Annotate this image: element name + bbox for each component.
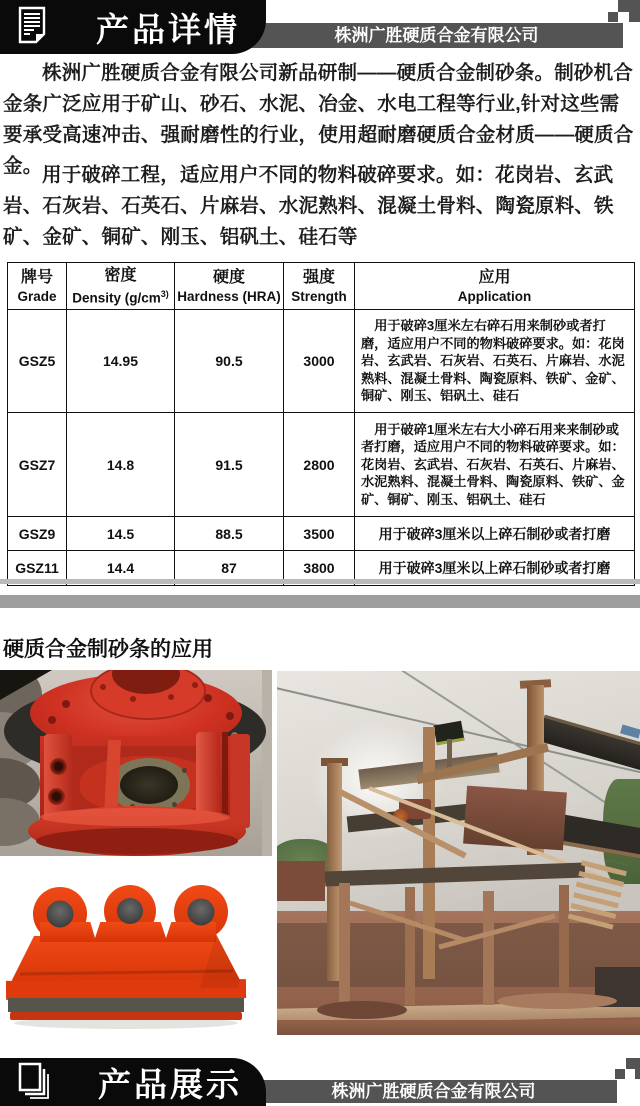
checker-decoration (629, 12, 640, 22)
checker-decoration (608, 12, 618, 22)
rotor-photo (0, 670, 272, 856)
rotor-rib (230, 734, 250, 828)
grade-cell: GSZ5 (8, 310, 67, 413)
header-company-name: 株洲广胜硬质合金有限公司 (334, 26, 539, 45)
photo-edge (262, 670, 272, 856)
support-post (339, 883, 350, 1005)
intro-paragraph-2: 用于破碎工程，适应用户不同的物料破碎要求。如：花岗岩、玄武岩、石灰岩、石英石、片麻岩、水泥熟料、混凝土骨料、陶瓷原料、铁矿、金矿、铜矿、刚玉、铝矾土、硅石等 (3, 164, 614, 248)
col-header-hardness: 硬度 Hardness (HRA) (175, 263, 284, 310)
plant-photo (277, 671, 640, 1035)
hardness-cell: 90.5 (175, 310, 284, 413)
support-post (483, 891, 494, 1005)
density-cell: 14.5 (67, 517, 175, 551)
page-title: 产品详情 (96, 10, 240, 48)
grade-cell: GSZ11 (8, 551, 67, 586)
density-cell: 14.4 (67, 551, 175, 586)
rotor-base-shadow (36, 828, 238, 854)
steel-beam (423, 727, 435, 979)
checker-decoration (635, 1069, 640, 1079)
application-cell: 用于破碎3厘米以上碎石制砂或者打磨 (355, 517, 635, 551)
dirt-patch (317, 1001, 407, 1019)
footer-title: 产品展示 (98, 1065, 242, 1103)
col-header-application: 应用 Application (355, 263, 635, 310)
foreground-dirt (277, 1020, 640, 1035)
pages-icon (16, 1061, 52, 1104)
table-header-row (8, 263, 635, 310)
table-row (8, 517, 635, 551)
checker-decoration (618, 0, 640, 12)
carbide-part-photo (0, 876, 252, 1034)
header-banner (0, 0, 266, 54)
application-cell: 用于破碎1厘米左右大小碎石用来来制砂或者打磨，适应用户不同的物料破碎要求。如：花岗岩、玄武岩、石灰岩、石英石、片麻岩、水泥熟料、混凝土骨料、陶瓷原料、铁矿、金矿、铜矿、刚玉、铝矾土、硅石 (355, 413, 635, 517)
support-post (559, 885, 569, 1005)
footer-company-strip (250, 1080, 617, 1103)
section-title: 硬质合金制砂条的应用 (3, 638, 213, 661)
hardness-cell: 88.5 (175, 517, 284, 551)
support-post (405, 887, 415, 1005)
rotor-hole (120, 766, 178, 804)
carbide-part-illustration (0, 876, 252, 1034)
application-cell: 用于破碎3厘米左右碎石用来制砂或者打磨，适应用户不同的物料破碎要求。如：花岗岩、玄武岩、石灰岩、石英石、片麻岩、水泥熟料、混凝土骨料、陶瓷原料、铁矿、金矿、铜矿、刚玉、铝矾土、硅石 (355, 310, 635, 413)
application-cell: 用于破碎3厘米以上碎石制砂或者打磨 (355, 551, 635, 586)
divider-thin (0, 579, 640, 584)
spec-table (7, 262, 635, 586)
strength-cell: 3800 (284, 551, 355, 586)
footer-company-name: 株洲广胜硬质合金有限公司 (331, 1082, 536, 1101)
footer-banner (0, 1058, 266, 1106)
rotor-base-highlight (40, 808, 230, 826)
density-cell: 14.95 (67, 310, 175, 413)
strength-cell: 3000 (284, 310, 355, 413)
divider-thick (0, 595, 640, 608)
distant-building (277, 861, 325, 901)
col-header-grade: 牌号 Grade (8, 263, 67, 310)
header-company-strip (250, 23, 623, 48)
grade-cell: GSZ7 (8, 413, 67, 517)
hardness-cell: 91.5 (175, 413, 284, 517)
table-row (8, 413, 635, 517)
density-cell: 14.8 (67, 413, 175, 517)
hardness-cell: 87 (175, 551, 284, 586)
dirt-patch (497, 993, 617, 1009)
intro-paragraph-1: 株洲广胜硬质合金有限公司新品研制——硬质合金制砂条。制砂机合金条广泛应用于矿山、砂石、水泥、冶金、水电工程等行业,针对这些需要承受高速冲击、强耐磨性的行业，使用超耐磨硬质合金材质——硬质合金。 (3, 62, 634, 177)
document-icon (16, 6, 50, 49)
grade-cell: GSZ9 (8, 517, 67, 551)
machinery-housing (463, 786, 567, 851)
checker-decoration (626, 1058, 640, 1069)
under-deck (325, 862, 585, 886)
table-row (8, 310, 635, 413)
strength-cell: 2800 (284, 413, 355, 517)
checker-decoration (615, 1069, 625, 1079)
strength-cell: 3500 (284, 517, 355, 551)
col-header-density: 密度 Density ($g/cm^{3)}$ (67, 263, 175, 310)
conveyor (537, 715, 640, 771)
col-header-strength: 强度 Strength (284, 263, 355, 310)
